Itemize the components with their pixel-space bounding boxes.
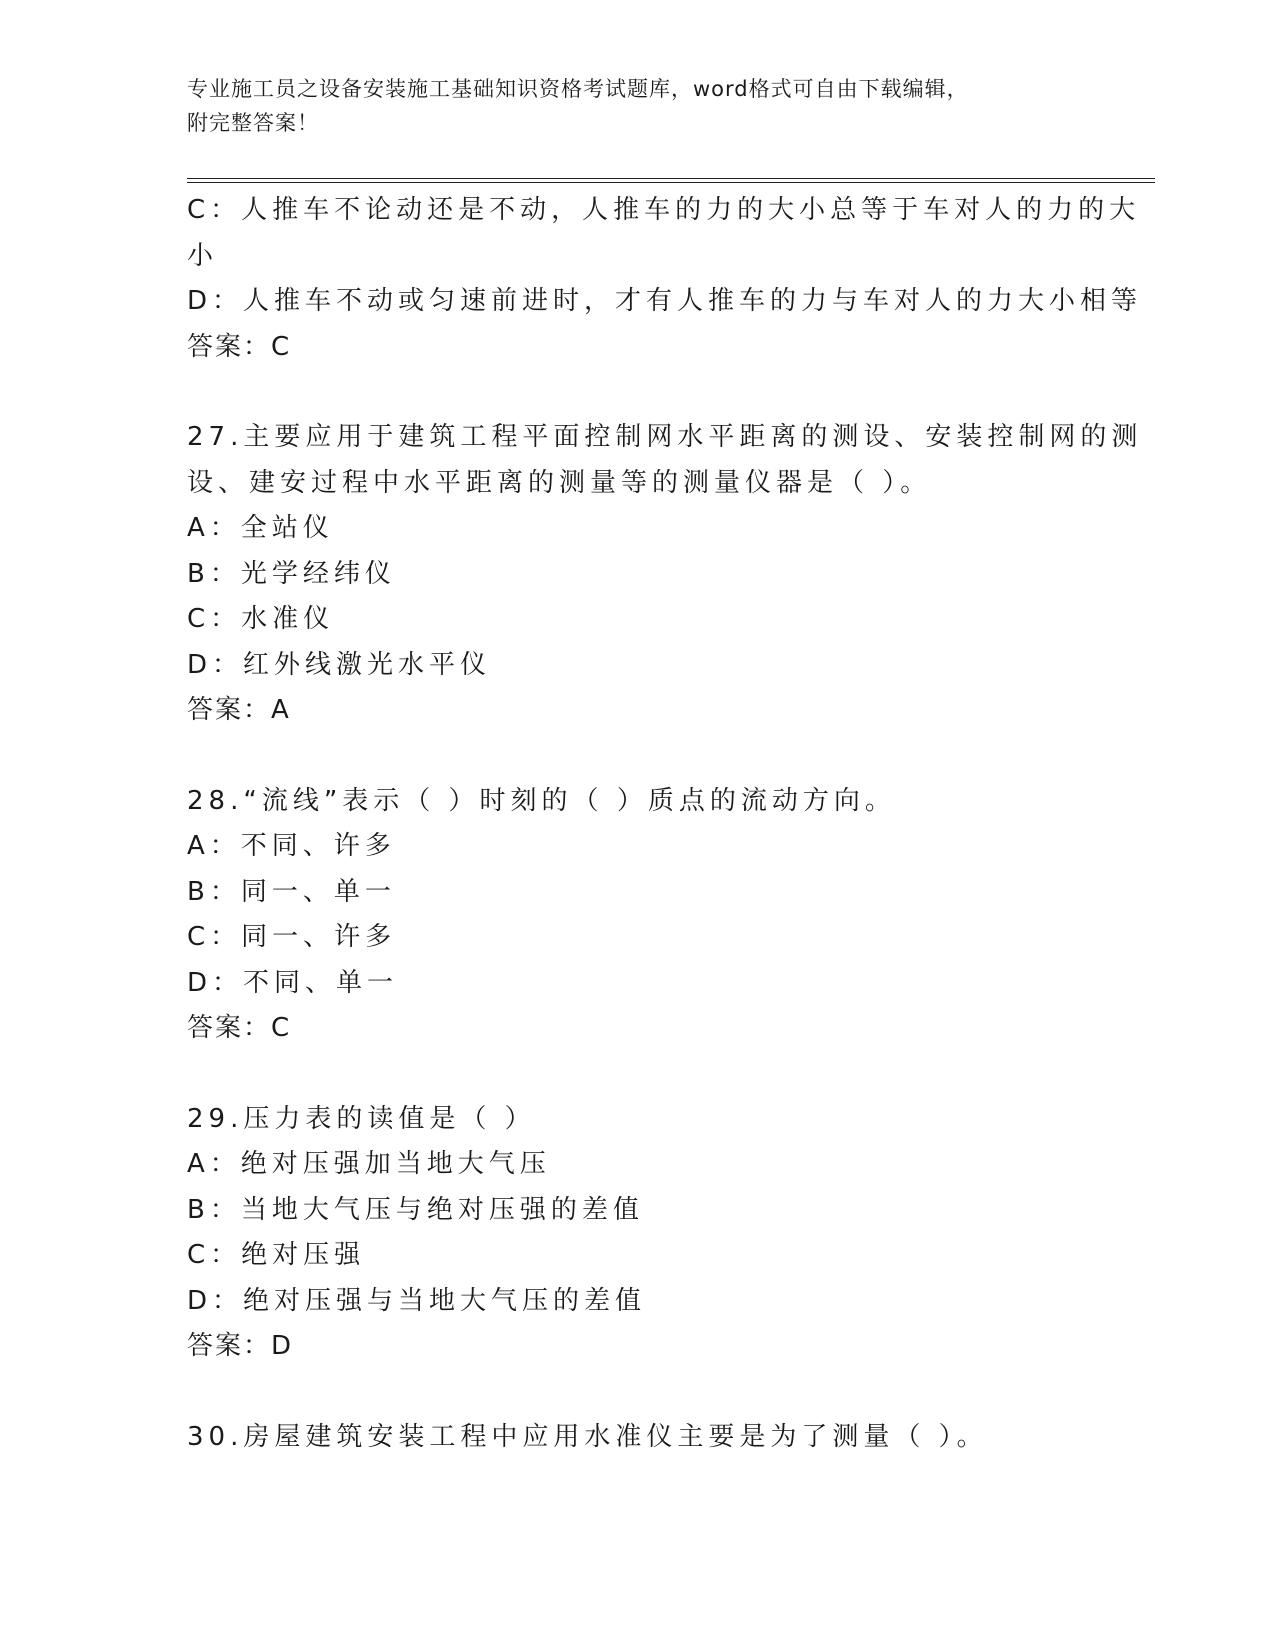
option-c: C：绝对压强	[187, 1240, 366, 1270]
option-c: C：同一、许多	[187, 922, 397, 952]
option-d: D：绝对压强与当地大气压的差值	[187, 1285, 647, 1316]
option-b: B：当地大气压与绝对压强的差值	[187, 1194, 644, 1225]
header-line-2: 附完整答案！	[187, 111, 319, 135]
option-d: D：人推车不动或匀速前进时，才有人推车的力与车对人的力大小相等	[187, 286, 1143, 316]
question-stem: 30.房屋建筑安装工程中应用水准仪主要是为了测量（ ）。	[187, 1421, 988, 1452]
option-a: A：全站仪	[187, 513, 334, 543]
spacer	[187, 1370, 1087, 1415]
question-stem: 27.主要应用于建筑工程平面控制网水平距离的测设、安装控制网的测	[187, 422, 1143, 452]
question-27	[187, 415, 1143, 734]
answer: 答案：C	[187, 331, 292, 362]
option-c: C：水准仪	[187, 604, 335, 634]
question-stem: 29.压力表的读值是（ ）	[187, 1103, 536, 1134]
answer: 答案：A	[187, 695, 291, 725]
option-c: C：人推车不论动还是不动，人推车的力的大小总等于车对人的力的大	[187, 195, 1141, 225]
spacer	[187, 1052, 1087, 1097]
question-stem: 28.“流线”表示（ ）时刻的（ ）质点的流动方向。	[187, 785, 896, 816]
spacer	[187, 734, 1087, 779]
question-stem-continued: 设、建安过程中水平距离的测量等的测量仪器是（ ）。	[187, 467, 932, 498]
option-d: D：红外线激光水平仪	[187, 649, 492, 680]
option-a: A：不同、许多	[187, 831, 396, 861]
question-26-tail	[187, 188, 1143, 370]
option-b: B：同一、单一	[187, 876, 396, 907]
question-29	[187, 1097, 1087, 1370]
option-d: D：不同、单一	[187, 967, 399, 998]
question-28	[187, 779, 1087, 1052]
answer: 答案：D	[187, 1331, 294, 1361]
header-line-1: 专业施工员之设备安装施工基础知识资格考试题库，word格式可自由下载编辑，	[187, 77, 969, 101]
option-b: B：光学经纬仪	[187, 558, 396, 589]
spacer	[187, 370, 1087, 415]
document-header	[187, 72, 1087, 140]
answer: 答案：C	[187, 1013, 292, 1043]
header-divider	[187, 178, 1155, 183]
question-content	[187, 188, 1143, 1460]
question-30	[187, 1415, 1087, 1461]
option-c-continued: 小	[187, 240, 219, 271]
option-a: A：绝对压强加当地大气压	[187, 1149, 551, 1179]
